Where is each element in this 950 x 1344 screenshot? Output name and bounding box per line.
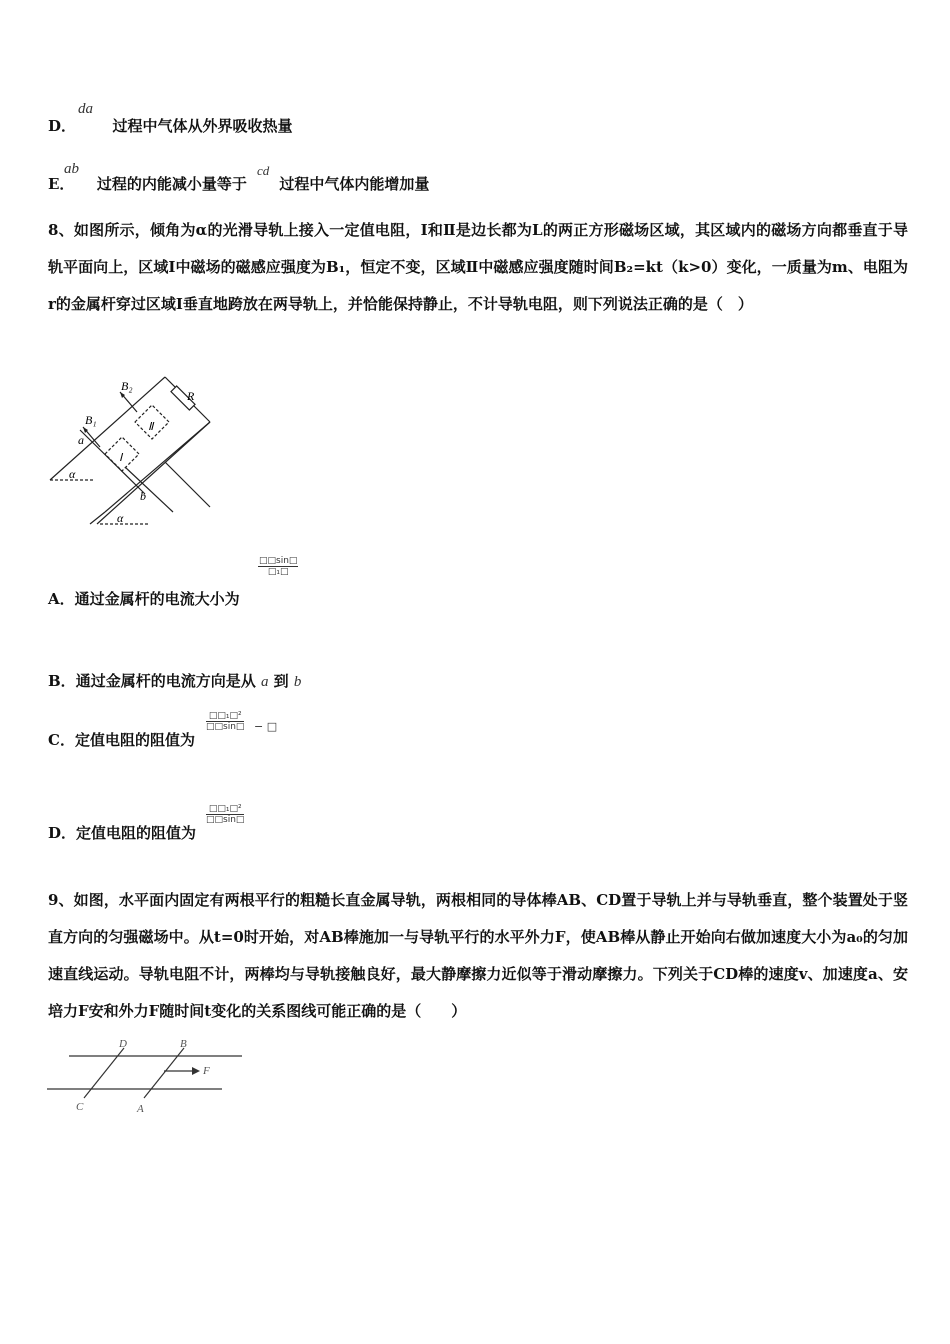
q8-option-c bbox=[48, 730, 195, 750]
option-d-prev bbox=[48, 116, 293, 136]
q8-option-a-text: 通过金属杆的电流大小为 bbox=[74, 590, 240, 608]
option-e-prev-text1: 过程的内能减小量等于 bbox=[96, 175, 247, 193]
q8-option-c-text: 定值电阻的阻值为 bbox=[74, 731, 195, 749]
fig8-label-r: R bbox=[187, 389, 195, 403]
question-9-figure bbox=[44, 1036, 254, 1116]
option-e-prev bbox=[48, 174, 429, 194]
question-9-stem: 9、如图，水平面内固定有两根平行的粗糙长直金属导轨，两根相同的导体棒AB、CD置于导轨上并与导轨垂直，整个装置处于竖直方向的匀强磁场中。从t=0时开始，对AB棒施加一与导轨平行的水平外力F，使AB棒从静止开始向右做加速度大小为a₀的匀加速直线运动。导轨电阻不计，两棒均与导轨接触良好，最大静摩擦力近似等于滑动摩擦力。下列关于CD棒的速度v、加速度a、安培力F安和外力F随时间t变化的关系图线可能正确的是（ ） bbox=[48, 891, 908, 1020]
fig9-label-b: B bbox=[180, 1038, 187, 1050]
q8-option-a-formula bbox=[258, 556, 298, 577]
q8-option-b bbox=[48, 671, 301, 692]
fig8-label-region2: Ⅱ bbox=[148, 421, 154, 433]
q8-option-a bbox=[48, 589, 240, 609]
q8-option-d-formula bbox=[206, 804, 244, 825]
fig9-label-f: F bbox=[203, 1065, 210, 1077]
q8-option-c-denominator: □□sin□ bbox=[206, 722, 245, 732]
q8-option-a-label: A． bbox=[48, 590, 75, 608]
q8-option-b-to: b bbox=[293, 674, 302, 690]
fig9-label-a: A bbox=[137, 1103, 144, 1115]
q8-option-d bbox=[48, 823, 196, 843]
fig9-label-c: C bbox=[76, 1101, 84, 1113]
option-e-prev-text2: 过程中气体内能增加量 bbox=[279, 175, 430, 193]
q8-option-b-label: B． bbox=[48, 672, 76, 690]
q8-option-b-mid: 到 bbox=[273, 672, 289, 690]
q8-option-d-denominator: □□sin□ bbox=[206, 815, 245, 825]
fig8-label-region1: Ⅰ bbox=[119, 452, 123, 464]
option-d-prev-label: D． bbox=[48, 117, 77, 135]
option-e-prev-symbol2: cd bbox=[257, 163, 270, 178]
fig8-label-b: b bbox=[140, 489, 146, 503]
q8-option-a-denominator: □₁□ bbox=[267, 567, 289, 577]
q8-option-c-numerator: □□₁□² bbox=[206, 711, 244, 722]
q8-option-b-text: 通过金属杆的电流方向是从 bbox=[75, 672, 256, 690]
question-8-stem: 8、如图所示，倾角为α的光滑导轨上接入一定值电阻，Ⅰ和Ⅱ是边长都为L的两正方形磁场区域，其区域内的磁场方向都垂直于导轨平面向上，区域Ⅰ中磁场的磁感应强度为B₁，恒定不变，区域Ⅱ中磁感应强度随时间B₂=kt（k>0）变化，一质量为m、电阻为r的金属杆穿过区域Ⅰ垂直地跨放在两导轨上，并恰能保持静止，不计导轨电阻，则下列说法正确的是（ ） bbox=[48, 221, 908, 313]
fig8-label-alpha2: α bbox=[117, 511, 124, 525]
fig8-label-a: a bbox=[78, 433, 84, 447]
fig8-label-b1: B₁ bbox=[85, 413, 97, 427]
q8-option-d-numerator: □□₁□² bbox=[206, 804, 244, 815]
q8-option-d-text: 定值电阻的阻值为 bbox=[76, 824, 197, 842]
q8-option-a-numerator: □□sin□ bbox=[259, 556, 298, 566]
option-d-prev-text: 过程中气体从外界吸收热量 bbox=[112, 117, 293, 135]
option-e-prev-symbol1: ab bbox=[64, 161, 79, 177]
option-e-prev-label: E． bbox=[48, 175, 75, 193]
fig8-label-alpha1: α bbox=[69, 467, 76, 481]
q8-option-c-tail: − □ bbox=[254, 720, 278, 733]
q8-option-c-label: C． bbox=[48, 731, 75, 749]
q8-option-c-formula bbox=[206, 711, 244, 732]
q8-option-d-label: D． bbox=[48, 824, 77, 842]
fig9-label-d: D bbox=[119, 1038, 127, 1050]
option-d-prev-symbol: da bbox=[78, 101, 93, 117]
q8-option-b-from: a bbox=[260, 674, 269, 690]
question-8-figure bbox=[45, 372, 265, 532]
fig8-label-b2: B₂ bbox=[121, 379, 133, 393]
